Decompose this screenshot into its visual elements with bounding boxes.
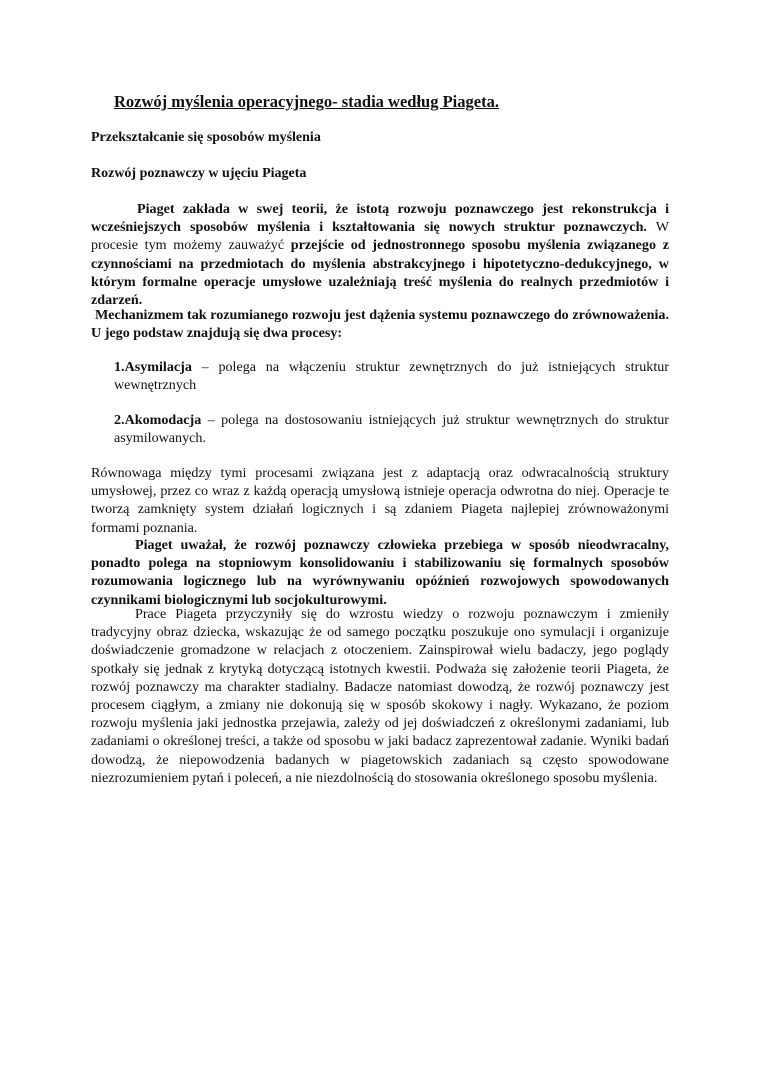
list-item-accommodation [114, 411, 669, 447]
paragraph-irreversible [91, 536, 669, 609]
section-heading-piaget: Rozwój poznawczy w ujęciu Piageta [91, 166, 307, 181]
document-title: Rozwój myślenia operacyjnego- stadia według Piageta. [114, 92, 499, 111]
paragraph-mechanism-text: Mechanizmem tak rozumianego rozwoju jest dążenia systemu poznawczego do zrównoważenia. U jego podstaw znajdują się dwa procesy: [91, 307, 669, 342]
paragraph-criticism: Prace Piageta przyczyniły się do wzrostu wiedzy o rozwoju poznawczym i zmieniły tradycyjny obraz dziecka, wskazując że od samego początku poszukuje ono symulacji i organizuje doświadczenie gromadzone w relacjach z otoczeniem. Zainspirował wielu badaczy, jego poglądy spotkały się jednak z krytyką dotyczącą istotnych kwestii. Podważa się założenie teorii Piageta, że rozwój poznawczy ma charakter stadialny. Badacze natomiast dowodzą, że rozwój poznawczy jest procesem ciągłym, a zmiany nie dokonują się w sposób skokowy i nagły. Wykazano, że poziom rozwoju myślenia jaki jednostka przejawia, zależy od jej doświadczeń z określonymi zadaniami, lub zadaniami o określonej treści, a także od sposobu w jaki badacz zaprezentował zadanie. Wyniki badań dowodzą, że niepowodzenia badanych w piagetowskich zadaniach są często spowodowane niezrozumieniem pytań i poleceń, a nie niezdolnością do stosowania określonego sposobu myślenia. [91, 606, 669, 786]
list-item-desc: – polega na dostosowaniu istniejących już struktur wewnętrznych do struktur asymilowanych. [114, 412, 669, 447]
section-heading-transformation: Przekształcanie się sposobów myślenia [91, 130, 321, 145]
paragraph-theory-bold-a: Piaget zakłada w swej teorii, że istotą rozwoju poznawczego jest rekonstrukcja i wcześniejszych sposobów myślenia i kształtowania się nowych struktur poznawczych. [91, 201, 669, 236]
paragraph-mechanism [91, 306, 669, 342]
paragraph-theory-normal: W procesie tym możemy zauważyć [91, 219, 669, 254]
paragraph-irreversible-text: Piaget uważał, że rozwój poznawczy człowieka przebiega w sposób nieodwracalny, ponadto polega na stopniowym konsolidowaniu i stabilizowaniu się formalnych sposobów rozumowania logicznego lub na wyrównywaniu opóźnień rozwojowych spowodowanych czynnikami biologicznymi lub socjokulturowymi. [91, 537, 669, 608]
list-item-assimilation [114, 358, 669, 394]
list-item-term: 1.Asymilacja [114, 359, 192, 375]
paragraph-theory-bold-c: przejście od jednostronnego sposobu myślenia związanego z czynnościami na przedmiotach do myślenia abstrakcyjnego i hipotetyczno-dedukcyjnego, w którym formalne operacje umysłowe uzależniają treść myślenia do realnych przedmiotów i zdarzeń. [91, 237, 669, 309]
list-item-term: 2.Akomodacja [114, 412, 202, 428]
paragraph-equilibrium: Równowaga między tymi procesami związana jest z adaptacją oraz odwracalnością struktury umysłowej, przez co wraz z każdą operacją umysłową istnieje operacja odwrotna do niej. Operacje te tworzą zamknięty system działań logicznych i są zdaniem Piageta najlepiej zrównoważonymi formami poznania. [91, 465, 669, 536]
paragraph-theory [91, 200, 669, 309]
list-item-desc: – polega na włączeniu struktur zewnętrznych do już istniejących struktur wewnętrznych [114, 359, 669, 394]
